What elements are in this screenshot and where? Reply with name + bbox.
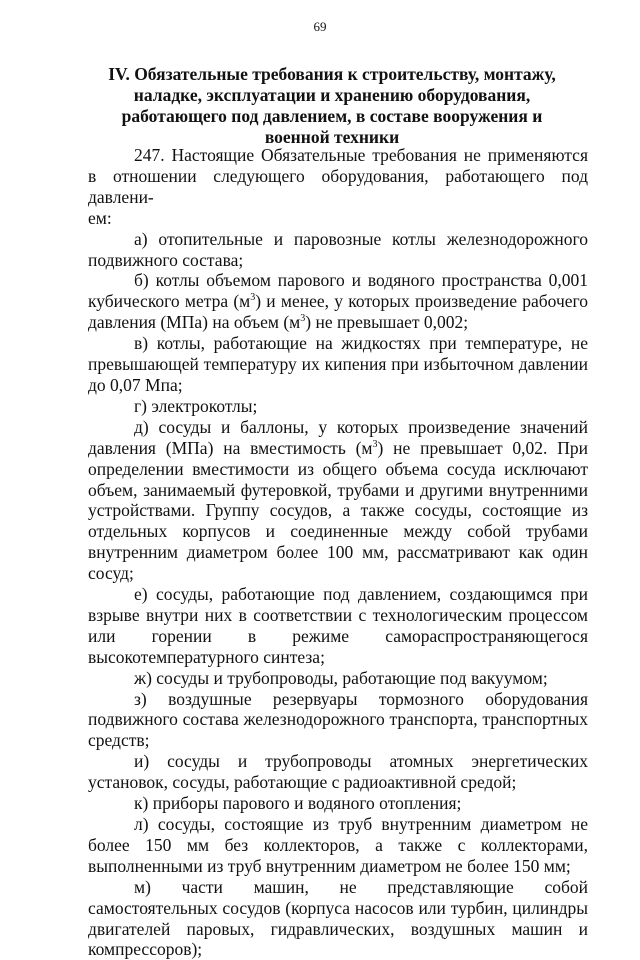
item-b-superscript-2: 3 — [300, 313, 306, 325]
item-m: м) части машин, не представляющие собой самостоятельных сосудов (корпуса насосов или турбин, цилиндры двигателей паровых, гидравлических, воздушных машин и компрессоров); — [88, 876, 588, 960]
paragraph-247 — [88, 145, 588, 229]
item-zh: ж) сосуды и трубопроводы, работающие под вакуумом; — [134, 667, 548, 688]
item-a: а) отопительные и паровозные котлы железнодорожного подвижного состава; — [88, 228, 588, 270]
item-g: г) электрокотлы; — [134, 395, 258, 416]
item-i: и) сосуды и трубопроводы атомных энергетических установок, сосуды, работающие с радиоактивной средой; — [88, 751, 588, 793]
item-d-text-end: ) не превышает 0,02. При определении вместимости из общего объема сосуда исключают объем, занимаемый футеровкой, трубами и другими внутренними устройствами. Группу сосудов, а также сосуды, состоящие из отдельных корпусов и соединенные между собой трубами внутренним диаметром более 100 мм, рассматривают как один сосуд; — [88, 437, 588, 584]
item-b-text-start: б) котлы объемом парового и водяного пространства 0,001 кубического метра (м — [88, 270, 588, 312]
body-text — [88, 145, 588, 960]
item-k: к) приборы парового и водяного отопления; — [134, 793, 462, 814]
paragraph-247-text: 247. Настоящие Обязательные требования не применяются в отношении следующего оборудования, работающего под давлени- ем: — [88, 145, 588, 228]
item-d — [88, 417, 588, 584]
item-b-text-middle: ) и менее, у которых произведение рабочего давления (МПа) на объем (м — [88, 291, 589, 333]
item-z: з) воздушные резервуары тормозного оборудования подвижного состава железнодорожного транспорта, транспортных средств; — [88, 688, 588, 751]
item-d-superscript: 3 — [372, 438, 378, 450]
item-b-superscript-1: 3 — [250, 292, 256, 304]
section-title: IV. Обязательные требования к строительству, монтажу, наладке, эксплуатации и хранению оборудования, работающего под давлением, в составе вооружения и военной техники — [108, 64, 556, 147]
item-d-text-start: д) сосуды и баллоны, у которых произведение значений давления (МПа) на вместимость (м — [88, 416, 588, 458]
item-b-text-end: ) не превышает 0,002; — [305, 312, 469, 333]
item-l: л) сосуды, состоящие из труб внутренним диаметром не более 150 мм без коллекторов, а также с коллекторами, выполненными из труб внутренним диаметром не более 150 мм; — [88, 814, 588, 876]
item-e: е) сосуды, работающие под давлением, создающимся при взрыве внутри них в соответствии с технологическим процессом или горении в режиме самораспространяющегося высокотемпературного синтеза; — [88, 584, 588, 667]
item-v: в) котлы, работающие на жидкостях при температуре, не превышающей температуру их кипения при избыточном давлении до 0,07 Мпа; — [88, 333, 588, 395]
item-b — [88, 270, 588, 333]
page-number: 69 — [313, 19, 327, 34]
